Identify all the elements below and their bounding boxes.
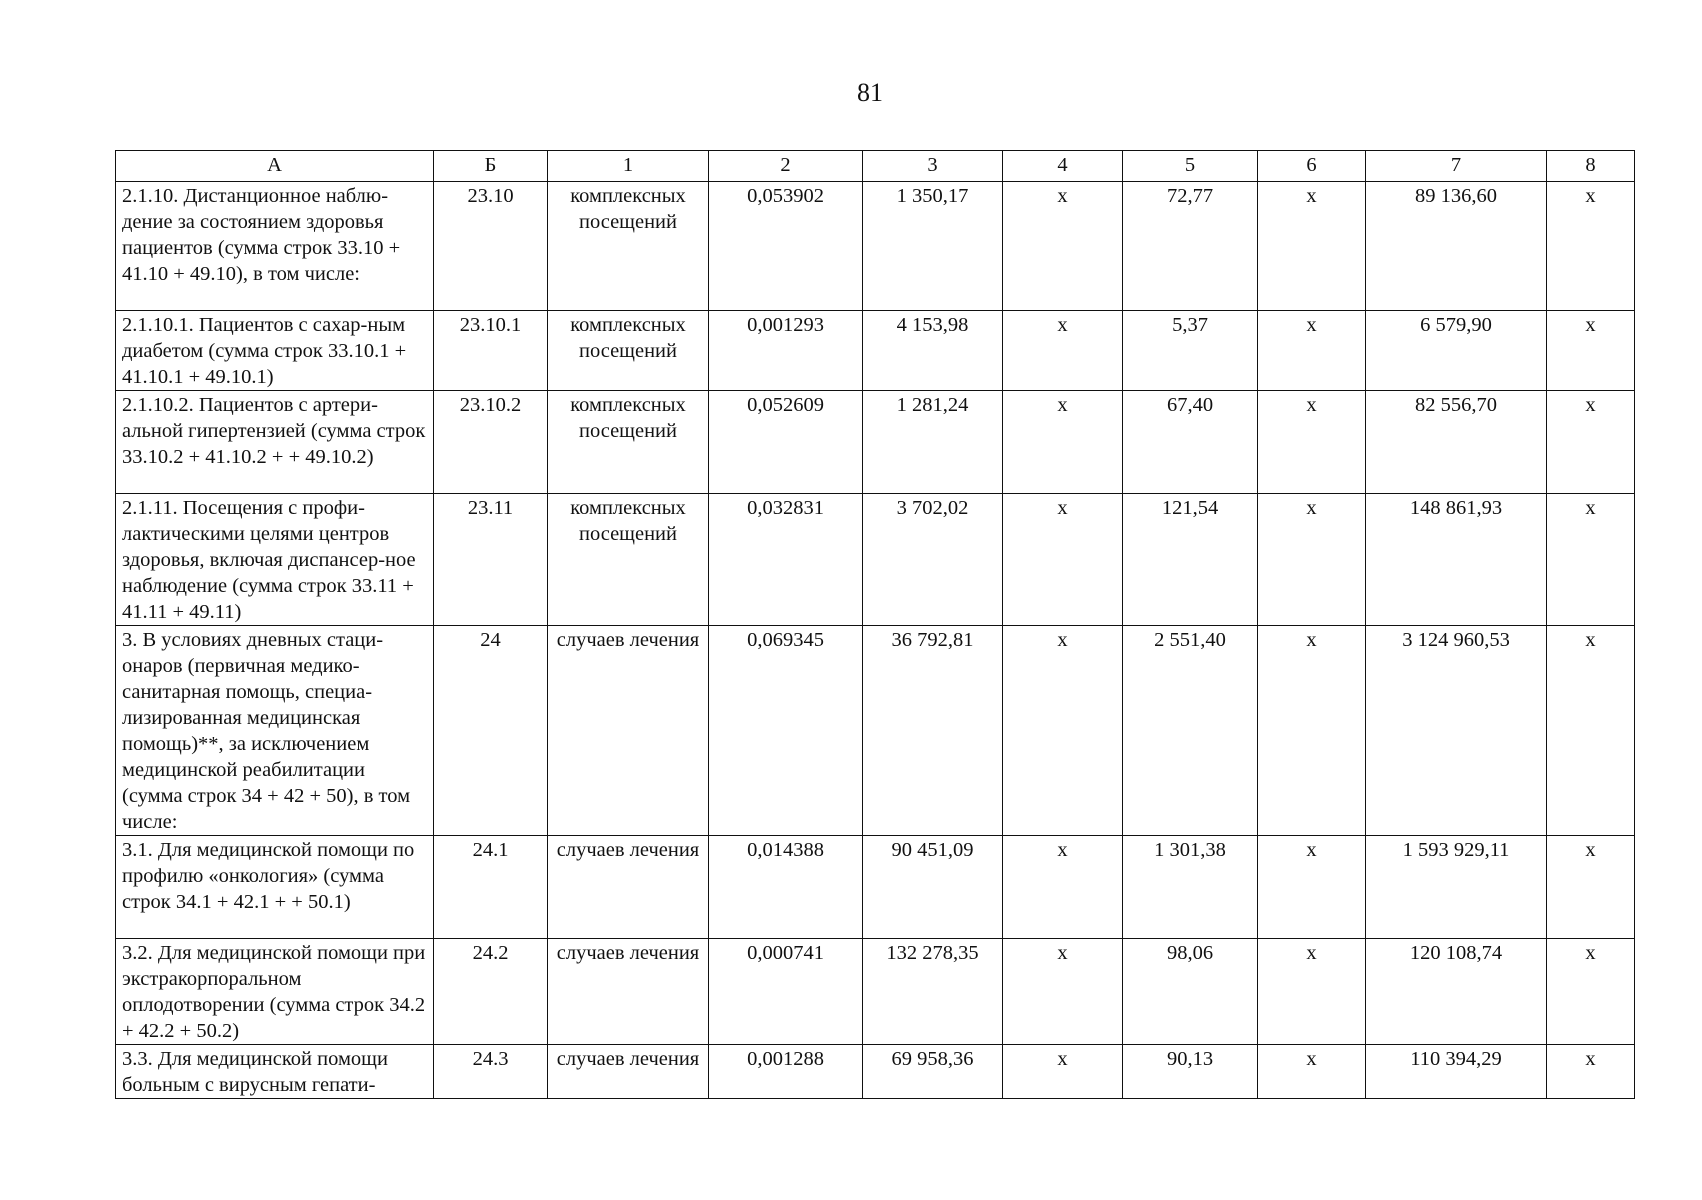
header-cell-5: 5 (1123, 151, 1258, 182)
row-unit: комплексных посещений (548, 494, 709, 626)
cell-col-7: 89 136,60 (1366, 182, 1547, 311)
row-unit: случаев лечения (548, 939, 709, 1045)
cell-col-3: 1 281,24 (863, 391, 1003, 494)
row-description: 3.1. Для медицинской помощи по профилю «онкология» (сумма строк 34.1 + 42.1 + + 50.1) (116, 836, 434, 939)
cell-col-8: х (1547, 939, 1635, 1045)
table-row (116, 182, 1635, 311)
table-row (116, 494, 1635, 626)
cell-col-4: х (1003, 182, 1123, 311)
cell-col-7: 120 108,74 (1366, 939, 1547, 1045)
cell-col-2: 0,032831 (709, 494, 863, 626)
cell-col-8: х (1547, 836, 1635, 939)
row-description: 3. В условиях дневных стаци-онаров (первичная медико-санитарная помощь, специа-лизированная медицинская помощь)**, за исключением медицинской реабилитации (сумма строк 34 + 42 + 50), в том числе: (116, 626, 434, 836)
cell-col-4: х (1003, 939, 1123, 1045)
cell-col-4: х (1003, 626, 1123, 836)
row-description: 2.1.10.1. Пациентов с сахар-ным диабетом (сумма строк 33.10.1 + 41.10.1 + 49.10.1) (116, 311, 434, 391)
row-description: 2.1.11. Посещения с профи-лактическими целями центров здоровья, включая диспансер-ное наблюдение (сумма строк 33.11 + 41.11 + 49.11) (116, 494, 434, 626)
header-cell-2: 2 (709, 151, 863, 182)
cell-col-8: х (1547, 494, 1635, 626)
cell-col-4: х (1003, 391, 1123, 494)
row-description: 3.2. Для медицинской помощи при экстракорпоральном оплодотворении (сумма строк 34.2 + 42.2 + 50.2) (116, 939, 434, 1045)
row-unit: комплексных посещений (548, 311, 709, 391)
header-cell-3: 3 (863, 151, 1003, 182)
cell-col-7: 1 593 929,11 (1366, 836, 1547, 939)
cell-col-5: 5,37 (1123, 311, 1258, 391)
row-description: 2.1.10.2. Пациентов с артери-альной гипертензией (сумма строк 33.10.2 + 41.10.2 + + 49.10.2) (116, 391, 434, 494)
header-cell-4: 4 (1003, 151, 1123, 182)
table-row (116, 836, 1635, 939)
header-row (116, 151, 1635, 182)
row-unit: комплексных посещений (548, 182, 709, 311)
header-cell-b: Б (434, 151, 548, 182)
data-table (115, 150, 1635, 1099)
row-code: 24.3 (434, 1045, 548, 1099)
row-unit: комплексных посещений (548, 391, 709, 494)
cell-col-8: х (1547, 391, 1635, 494)
cell-col-2: 0,001293 (709, 311, 863, 391)
table-row (116, 939, 1635, 1045)
cell-col-3: 1 350,17 (863, 182, 1003, 311)
row-description: 3.3. Для медицинской помощи больным с вирусным гепати- (116, 1045, 434, 1099)
table-row (116, 391, 1635, 494)
cell-col-8: х (1547, 311, 1635, 391)
row-code: 24 (434, 626, 548, 836)
cell-col-6: х (1258, 182, 1366, 311)
cell-col-6: х (1258, 391, 1366, 494)
header-cell-1: 1 (548, 151, 709, 182)
cell-col-3: 69 958,36 (863, 1045, 1003, 1099)
cell-col-5: 67,40 (1123, 391, 1258, 494)
cell-col-6: х (1258, 311, 1366, 391)
cell-col-7: 3 124 960,53 (1366, 626, 1547, 836)
cell-col-4: х (1003, 494, 1123, 626)
row-code: 23.11 (434, 494, 548, 626)
cell-col-4: х (1003, 1045, 1123, 1099)
row-description: 2.1.10. Дистанционное наблю-дение за состоянием здоровья пациентов (сумма строк 33.10 + 41.10 + 49.10), в том числе: (116, 182, 434, 311)
cell-col-3: 4 153,98 (863, 311, 1003, 391)
cell-col-5: 72,77 (1123, 182, 1258, 311)
cell-col-5: 98,06 (1123, 939, 1258, 1045)
cell-col-5: 90,13 (1123, 1045, 1258, 1099)
cell-col-2: 0,052609 (709, 391, 863, 494)
table-row (116, 626, 1635, 836)
cell-col-3: 36 792,81 (863, 626, 1003, 836)
cell-col-3: 90 451,09 (863, 836, 1003, 939)
cell-col-6: х (1258, 939, 1366, 1045)
cell-col-2: 0,069345 (709, 626, 863, 836)
cell-col-7: 110 394,29 (1366, 1045, 1547, 1099)
header-cell-6: 6 (1258, 151, 1366, 182)
header-cell-a: А (116, 151, 434, 182)
cell-col-5: 1 301,38 (1123, 836, 1258, 939)
cell-col-4: х (1003, 836, 1123, 939)
cell-col-2: 0,001288 (709, 1045, 863, 1099)
row-unit: случаев лечения (548, 626, 709, 836)
row-code: 23.10 (434, 182, 548, 311)
cell-col-6: х (1258, 494, 1366, 626)
cell-col-3: 3 702,02 (863, 494, 1003, 626)
page-number: 81 (857, 78, 883, 107)
table-row (116, 1045, 1635, 1099)
cell-col-4: х (1003, 311, 1123, 391)
header-cell-8: 8 (1547, 151, 1635, 182)
header-cell-7: 7 (1366, 151, 1547, 182)
row-code: 24.1 (434, 836, 548, 939)
row-code: 23.10.2 (434, 391, 548, 494)
cell-col-2: 0,000741 (709, 939, 863, 1045)
cell-col-5: 2 551,40 (1123, 626, 1258, 836)
cell-col-8: х (1547, 626, 1635, 836)
row-code: 24.2 (434, 939, 548, 1045)
cell-col-6: х (1258, 1045, 1366, 1099)
cell-col-8: х (1547, 1045, 1635, 1099)
cell-col-8: х (1547, 182, 1635, 311)
cell-col-2: 0,014388 (709, 836, 863, 939)
cell-col-2: 0,053902 (709, 182, 863, 311)
cell-col-7: 82 556,70 (1366, 391, 1547, 494)
row-unit: случаев лечения (548, 836, 709, 939)
cell-col-7: 6 579,90 (1366, 311, 1547, 391)
row-code: 23.10.1 (434, 311, 548, 391)
row-unit: случаев лечения (548, 1045, 709, 1099)
cell-col-7: 148 861,93 (1366, 494, 1547, 626)
cell-col-3: 132 278,35 (863, 939, 1003, 1045)
table-row (116, 311, 1635, 391)
cell-col-6: х (1258, 836, 1366, 939)
cell-col-6: х (1258, 626, 1366, 836)
cell-col-5: 121,54 (1123, 494, 1258, 626)
